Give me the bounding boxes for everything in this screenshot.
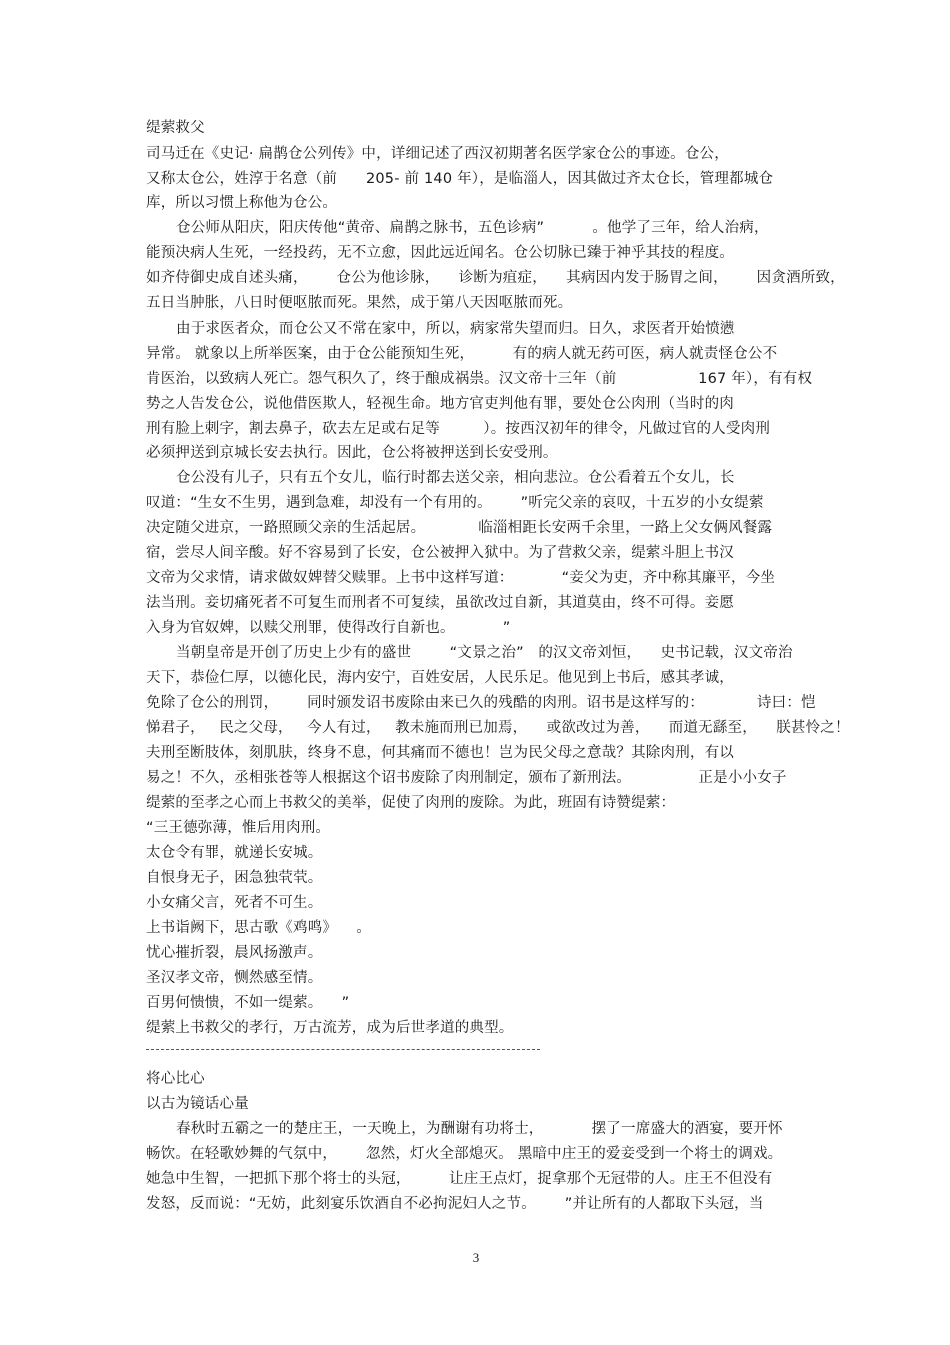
text-line: 易之！不久，丞相张苍等人根据这个诏书废除了肉刑制定，颁布了新刑法。 正是小小女子 [146,770,787,786]
text-line: 当朝皇帝是开创了历史上少有的盛世 “文景之治” 的汉文帝刘恒， 史书记载，汉文帝治 [176,645,793,661]
text-line: 司马迁在《史记· 扁鹊仓公列传》中，详细记述了西汉初期著名医学家仓公的事迹。仓公， [146,146,729,162]
text-line: 叹道：“生女不生男，遇到急难，却没有一个有用的。 ”听完父亲的哀叹，十五岁的小女缇萦 [146,495,764,511]
text-line: 免除了仓公的刑罚， 同时颁发诏书废除由来已久的残酷的肉刑。诏书是这样写的： 诗曰：恺 [146,695,816,711]
section-title: 缇萦救父 [146,120,205,136]
poem-line: 小女痛父言，死者不可生。 [146,895,323,911]
text-line: 入身为官奴婢，以赎父刑罪，使得改行自新也。 ” [146,620,511,636]
text-line: 能预决病人生死，一经投药，无不立愈，因此远近闻名。仓公切脉已臻于神乎其技的程度。 [146,245,734,261]
text-line: 如齐侍御史成自述头痛， 仓公为他诊脉， 诊断为疽症， 其病因内发于肠胃之间， 因贪酒所致， [146,270,845,286]
poem-line: 太仓令有罪，就递长安城。 [146,845,323,861]
poem-line: 百男何愦愦，不如一缇萦。 ” [146,995,350,1011]
text-line: 五日当肿胀，八日时便呕脓而死。果然，成于第八天因呕脓而死。 [146,295,573,311]
text-line: 文帝为父求情，请求做奴婢替父赎罪。上书中这样写道： “妾父为吏，齐中称其廉平，今坐 [146,570,776,586]
text-line: 又称太仓公，姓淳于名意（前 205- 前 140 年），是临淄人，因其做过齐太仓长，管理都城仓 [146,171,774,187]
text-line: 必须押送到京城长安去执行。因此，仓公将被押送到长安受刑。 [146,445,558,461]
text-line: 决定随父进京，一路照顾父亲的生活起居。 临淄相距长安两千余里，一路上父女俩风餐露 [146,520,773,536]
poem-line: 上书诣阙下，思古歌《鸡鸣》 。 [146,920,372,936]
text-line: 刑有脸上刺字，割去鼻子，砍去左足或右足等 ）。按西汉初年的律令，凡做过官的人受肉刑 [146,421,771,437]
poem-line: “三王德弥薄，惟后用肉刑。 [146,820,331,836]
poem-line: 忧心摧折裂，晨风扬激声。 [146,945,323,961]
text-line: 天下，恭俭仁厚，以德化民，海内安宁，百姓安居，人民乐足。他见到上书后，感其孝诚， [146,670,734,686]
text-line: 异常。 就象以上所举医案，由于仓公能预知生死， 有的病人就无药可医，病人就责怪仓公不 [146,346,778,362]
text-line: 仓公师从阳庆，阳庆传他“黄帝、扁鹊之脉书，五色诊病” 。他学了三年，给人治病， [176,220,769,236]
poem-line: 圣汉孝文帝，恻然感至情。 [146,970,323,986]
text-line: 悌君子， 民之父母， 今人有过， 教未施而刑已加焉， 或欲改过为善， 而道无繇至， 朕甚怜之！ [146,720,850,736]
text-line: 势之人告发仓公，说他借医欺人，轻视生命。地方官吏判他有罪，要处仓公肉刑（当时的肉 [146,396,734,412]
text-line: 宿，尝尽人间辛酸。好不容易到了长安，仓公被押入狱中。为了营救父亲，缇萦斗胆上书汉 [146,545,734,561]
dashed-divider [146,1049,540,1050]
text-line: 缇萦的至孝之心而上书救父的美举，促使了肉刑的废除。为此，班固有诗赞缇萦： [146,795,676,811]
text-line: 她急中生智，一把抓下那个将士的头冠， 让庄王点灯，捉拿那个无冠带的人。庄王不但没有 [146,1171,773,1187]
text-line: 夫刑至断肢体，刻肌肤，终身不息，何其痛而不德也！岂为民父母之意哉？其除肉刑，有以 [146,745,734,761]
text-line: 法当刑。妾切痛死者不可复生而刑者不可复续，虽欲改过自新，其道莫由，终不可得。妾愿 [146,595,734,611]
text-line: 肯医治，以致病人死亡。怨气积久了，终于酿成祸祟。汉文帝十三年（前 167 年），有有权 [146,371,813,387]
section-title: 将心比心 [146,1071,205,1087]
text-line: 发怒，反而说：“无妨，此刻宴乐饮酒自不必拘泥妇人之节。 ”并让所有的人都取下头冠，当 [146,1196,764,1212]
text-line: 仓公没有儿子，只有五个女儿，临行时都去送父亲，相向悲泣。仓公看着五个女儿，长 [176,470,735,486]
text-line: 畅饮。在轻歌妙舞的气氛中， 忽然，灯火全部熄灭。 黑暗中庄王的爱妾受到一个将士的调戏。 [146,1146,783,1162]
poem-line: 自恨身无子，困急独茕茕。 [146,870,323,886]
text-line: 库，所以习惯上称他为仓公。 [146,195,338,211]
text-line: 春秋时五霸之一的楚庄王，一天晚上，为酬谢有功将士， 摆了一席盛大的酒宴，要开怀 [176,1121,783,1137]
text-line: 由于求医者众，而仓公又不常在家中，所以，病家常失望而归。日久，求医者开始愤懑 [176,321,735,337]
text-line: 缇萦上书救父的孝行，万古流芳，成为后世孝道的典型。 [146,1020,514,1036]
page-number: 3 [472,1250,480,1265]
section-subtitle: 以古为镜话心量 [146,1096,249,1112]
